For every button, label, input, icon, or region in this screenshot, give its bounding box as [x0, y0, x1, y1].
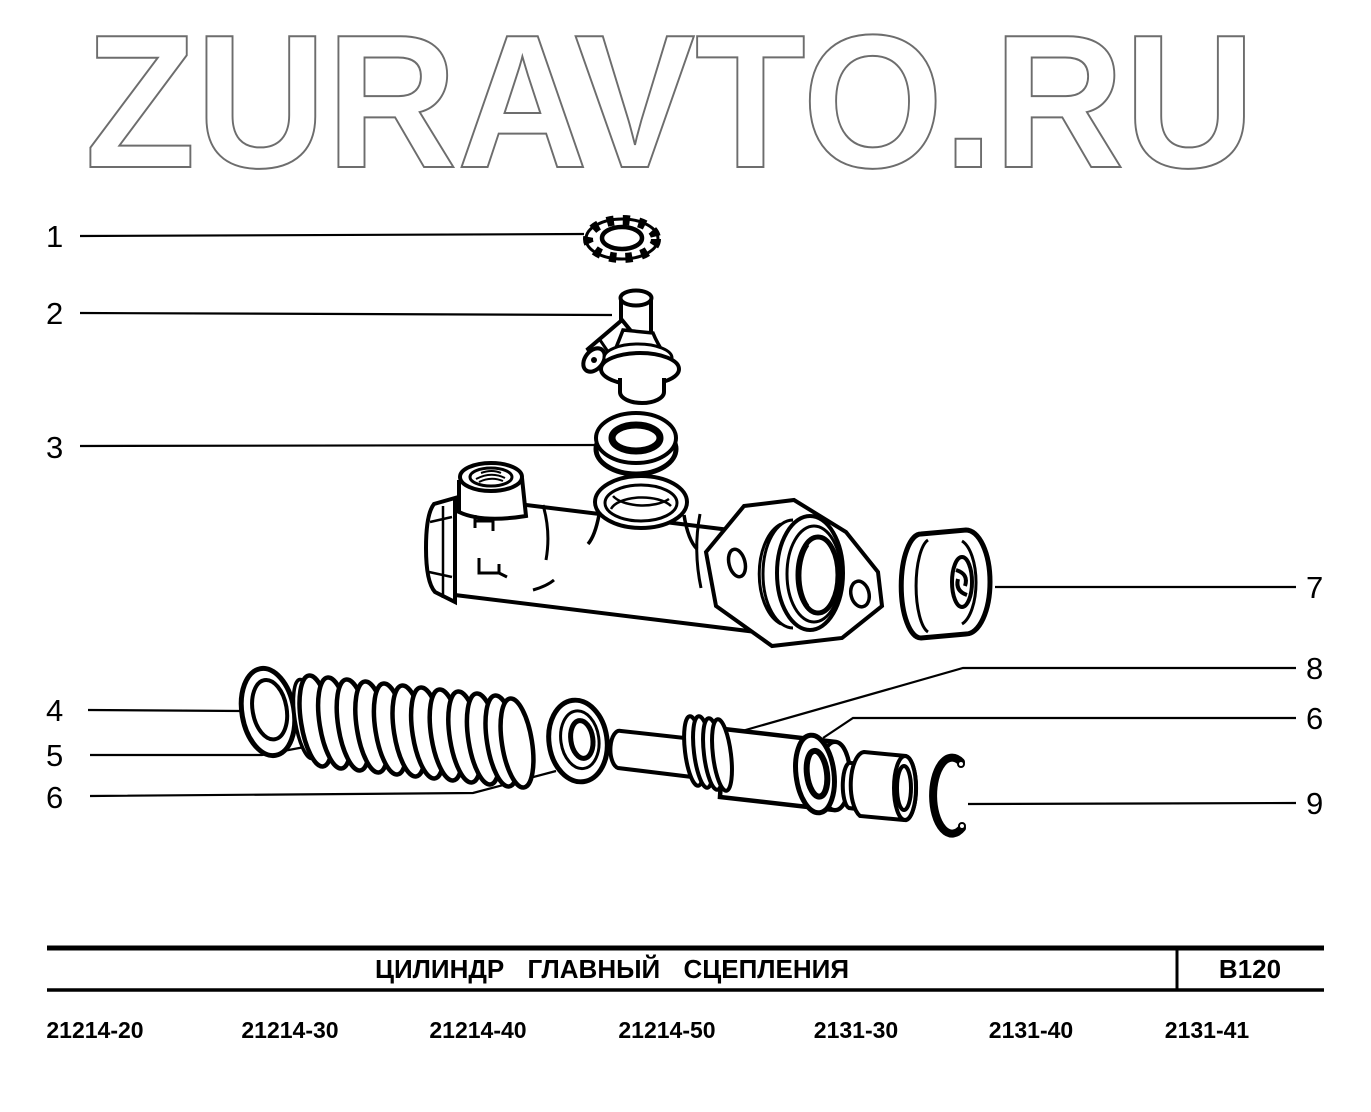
spring-drawing [289, 673, 539, 790]
table-code: B120 [1218, 954, 1282, 984]
seal-washer-drawing [596, 413, 676, 474]
callout-1: 1 [46, 219, 64, 254]
model-code: 21214-50 [618, 1017, 716, 1043]
title-table [47, 946, 1324, 991]
model-code: 21214-30 [241, 1017, 339, 1043]
union-fitting-drawing [579, 291, 679, 404]
callout-4: 4 [46, 693, 64, 728]
callout-3: 3 [46, 430, 64, 465]
cylinder-body-drawing [426, 463, 882, 646]
callout-6-left: 6 [46, 780, 64, 815]
model-code: 2131-41 [1164, 1017, 1250, 1043]
lock-washer-drawing [586, 219, 658, 259]
callout-6-right: 6 [1306, 701, 1324, 736]
watermark-text: ZURAVTO.RU [85, 0, 1255, 208]
model-codes-row [46, 1017, 1249, 1043]
model-code: 2131-30 [813, 1017, 899, 1043]
callout-7: 7 [1306, 570, 1324, 605]
callout-9: 9 [1306, 786, 1324, 821]
stop-bushing-drawing [843, 752, 916, 820]
model-code: 21214-20 [46, 1017, 144, 1043]
callout-5: 5 [46, 738, 64, 773]
model-code: 21214-40 [429, 1017, 527, 1043]
circlip-drawing [933, 758, 965, 834]
model-code: 2131-40 [988, 1017, 1074, 1043]
callout-8: 8 [1306, 651, 1324, 686]
callout-2: 2 [46, 296, 64, 331]
protective-cap-drawing [901, 530, 990, 638]
washer-ring-drawing [235, 664, 301, 760]
table-title: ЦИЛИНДР ГЛАВНЫЙ СЦЕПЛЕНИЯ [374, 954, 850, 984]
